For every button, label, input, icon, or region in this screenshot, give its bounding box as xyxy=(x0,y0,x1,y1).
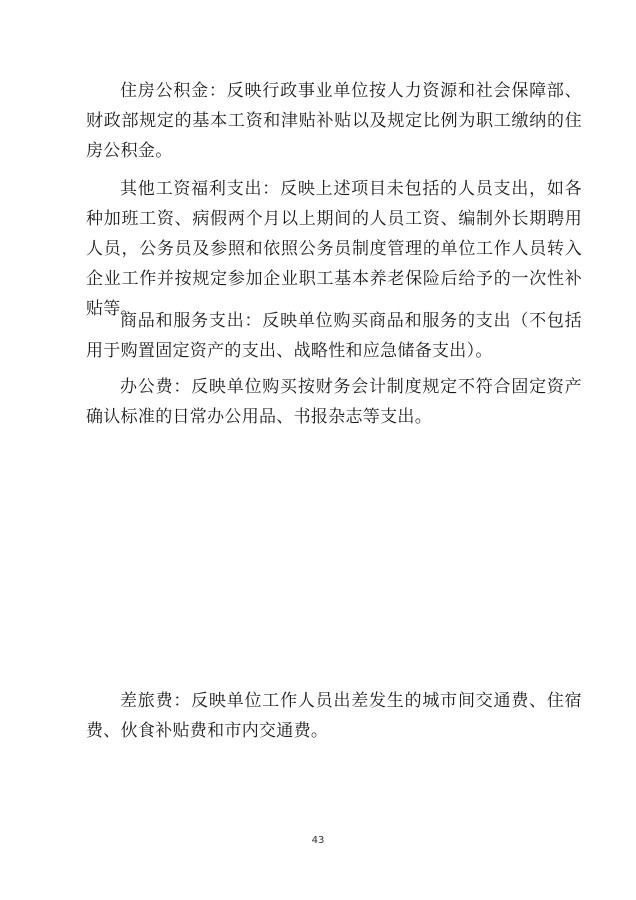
paragraph-office-expenses: 办公费：反映单位购买按财务会计制度规定不符合固定资产确认标准的日常办公用品、书报杂志等支出。 xyxy=(86,377,582,427)
page-number: 43 xyxy=(311,835,325,846)
paragraph-housing-fund: 住房公积金：反映行政事业单位按人力资源和社会保障部、财政部规定的基本工资和津贴补贴以及规定比例为职工缴纳的住房公积金。 xyxy=(86,81,582,161)
paragraph-other-welfare: 其他工资福利支出：反映上述项目未包括的人员支出，如各种加班工资、病假两个月以上期间的人员工资、编制外长期聘用人员，公务员及参照和依照公务员制度管理的单位工作人员转入企业工作并按规定参加企业职工基本养老保险后给予的一次性补贴等。 xyxy=(86,179,582,319)
paragraph-goods-services: 商品和服务支出：反映单位购买商品和服务的支出（不包括用于购置固定资产的支出、战略性和应急储备支出）。 xyxy=(86,311,582,361)
paragraph-travel-expenses: 差旅费：反映单位工作人员出差发生的城市间交通费、住宿费、伙食补贴费和市内交通费。 xyxy=(86,691,582,741)
